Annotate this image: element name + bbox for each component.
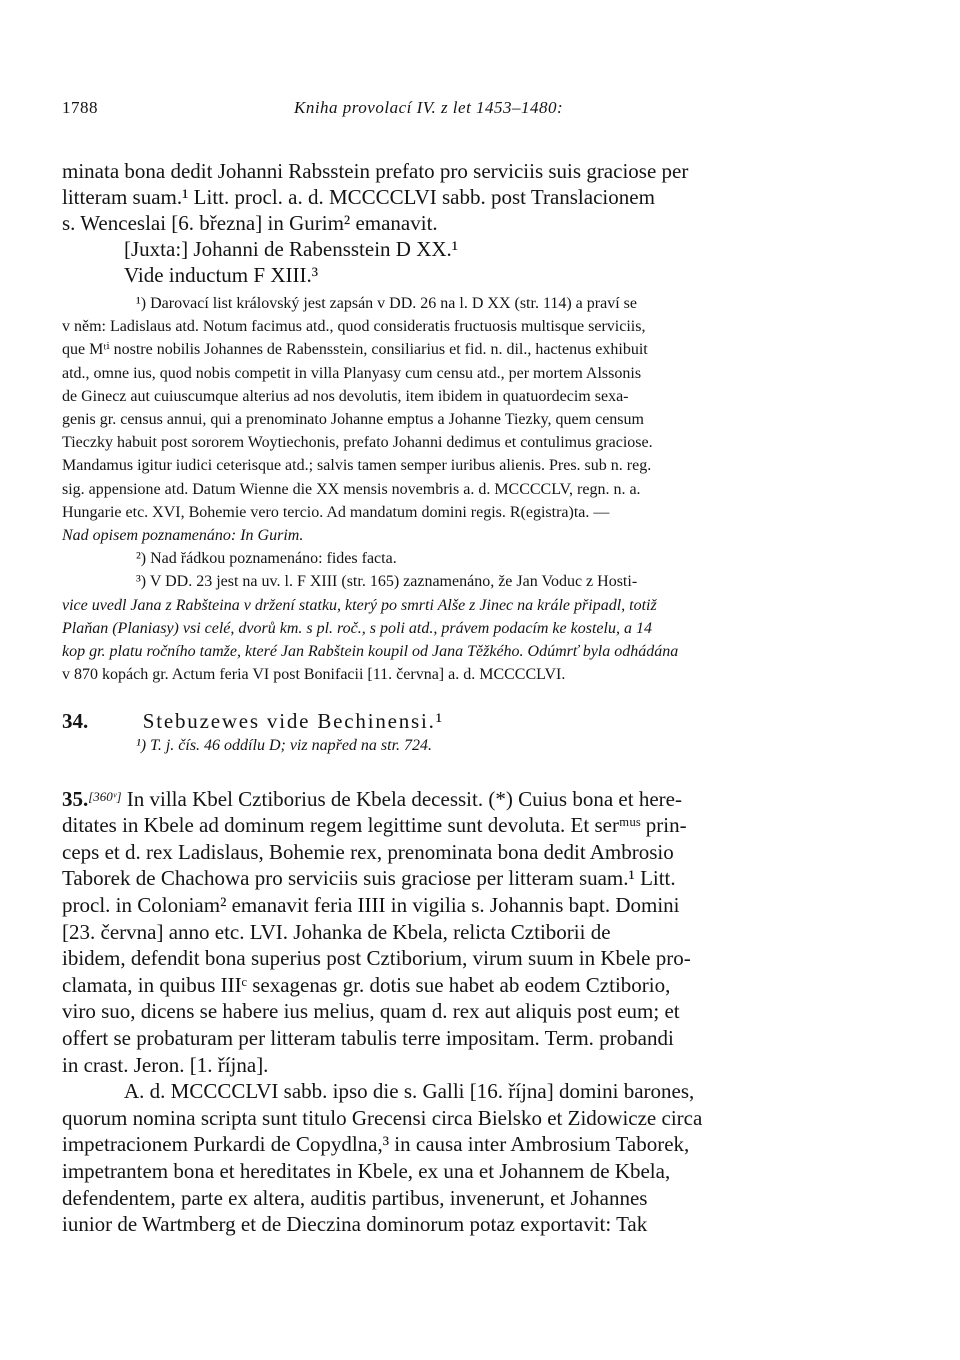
body-line: ibidem, defendit bona superius post Cztiborium, virum suum in Kbele pro- [62,946,691,971]
body-line: s. Wenceslai [6. března] in Gurim² emanavit. [62,211,438,235]
footnote-line: ¹) Darovací list královský jest zapsán v DD. 26 na l. D XX (str. 114) a praví se [136,295,637,312]
body-line: impetrantem bona et hereditates in Kbele, ex una et Johannem de Kbela, [62,1158,671,1183]
section-34-text: Stebuzewes vide Bechinensi.¹ [142,709,444,734]
body-line: clamata, in quibus IIIᶜ sexagenas gr. dotis sue habet ab eodem Cztiborio, [62,972,671,997]
body-line: iunior de Wartmberg et de Dieczina dominorum potaz exportavit: Tak [62,1212,648,1237]
body-line: A. d. MCCCCLVI sabb. ipso die s. Galli [16. října] domini barones, [124,1079,695,1104]
footnote-line: ¹) T. j. čís. 46 oddílu D; viz napřed na str. 724. [136,737,433,755]
body-line: defendentem, parte ex altera, auditis partibus, invenerunt, et Johannes [62,1185,648,1210]
folio-mark: [360ᵛ] [88,788,122,804]
body-line: [23. června] anno etc. LVI. Johanka de Kbela, relicta Cztiborii de [62,919,611,944]
body-line: Taborek de Chachowa pro serviciis suis graciose per litteram suam.¹ Litt. [62,866,676,891]
section-35 [62,784,904,1238]
body-line: viro suo, dicens se habere ius melius, quam d. rex aut aliquis post eum; et [62,999,680,1024]
footnote-line: Mandamus igitur iudici ceterisque atd.; salvis tamen semper iuribus alienis. Pres. sub n. reg. [62,457,652,475]
running-title: Kniha provolací IV. z let 1453–1480: [294,98,564,117]
footnote-line: Nad opisem poznamenáno: In Gurim. [62,527,304,545]
body-line: In villa Kbel Cztiborius de Kbela decessit. (*) Cuius bona et here- [126,786,682,811]
footnotes-33 [62,292,904,686]
section-33-continuation [62,158,904,288]
body-line: quorum nomina scripta sunt titulo Grecensi circa Bielsko et Zidowicze circa [62,1105,703,1130]
footnote-line: Hungarie etc. XVI, Bohemie vero tercio. Ad mandatum domini regis. R(egistra)ta. — [62,503,610,521]
footnote-line: genis gr. census annui, qui a prenominato Johanne emptus a Johanne Tiezky, quem censum [62,411,644,429]
body-line: impetracionem Purkardi de Copydlna,³ in causa inter Ambrosium Taborek, [62,1132,690,1157]
section-number: 35. [62,786,89,811]
footnote-line: vice uvedl Jana z Rabšteina v držení statku, který po smrti Alše z Jinec na krále připadl, totiž [62,596,657,614]
body-line: in crast. Jeron. [1. října]. [62,1052,269,1077]
footnote-line: atd., omne ius, quod nobis competit in villa Planyasy cum censu atd., per mortem Alssonis [62,364,642,382]
body-line: [Juxta:] Johanni de Rabensstein D XX.¹ [124,237,459,261]
section-34 [62,708,904,734]
footnote-line: ²) Nad řádkou poznamenáno: fides facta. [136,550,397,568]
footnote-line: que Mᵗⁱ nostre nobilis Johannes de Rabensstein, consiliarius et fid. n. dil., hactenus exhibuit [62,341,648,359]
footnote-line: ³) V DD. 23 jest na uv. l. F XIII (str. 165) zaznamenáno, že Jan Voduc z Hosti- [136,573,638,591]
body-line: procl. in Coloniam² emanavit feria IIII in vigilia s. Johannis bapt. Domini [62,893,680,918]
body-line: ceps et d. rex Ladislaus, Bohemie rex, prenominata bona dedit Ambrosio [62,839,674,864]
footnote-line: v něm: Ladislaus atd. Notum facimus atd., quod consideratis fructuosis multisque serviciis, [62,318,646,336]
section-number: 34. [62,709,89,734]
body-line: ditates in Kbele ad dominum regem legittime sunt devoluta. Et serᵐᵘˢ prin- [62,813,687,838]
footnote-line: de Ginecz aut cuiuscumque alterius ad nos devolutis, item ibidem in quatuordecim sexa- [62,387,629,405]
page-number: 1788 [62,98,98,117]
footnote-line: Tieczky habuit post sororem Woytiechonis, prefato Johanni dedimus et contulimus graciose. [62,434,653,452]
footnote-line: sig. appensione atd. Datum Wienne die XX mensis novembris a. d. MCCCCLV, regn. n. a. [62,480,641,498]
footnote-line: Plaňan (Planiasy) vsi celé, dvorů km. s pl. roč., s poli atd., právem podacím ke kostelu, a 14 [62,619,652,637]
footnote-line: kop gr. platu ročního tamže, které Jan Rabštein koupil od Jana Těžkého. Odúmrť byla odhádána [62,643,679,661]
footnote-line: v 870 kopách gr. Actum feria VI post Bonifacii [11. června] a. d. MCCCCLVI. [62,666,566,684]
body-line: minata bona dedit Johanni Rabsstein prefato pro serviciis suis graciose per [62,159,689,183]
body-line: offert se probaturam per litteram tabulis terre impositam. Term. probandi [62,1026,674,1050]
page [62,98,904,1238]
body-line: litteram suam.¹ Litt. procl. a. d. MCCCCLVI sabb. post Translacionem [62,185,655,209]
running-header [62,98,904,128]
body-line: Vide inductum F XIII.³ [124,263,319,287]
